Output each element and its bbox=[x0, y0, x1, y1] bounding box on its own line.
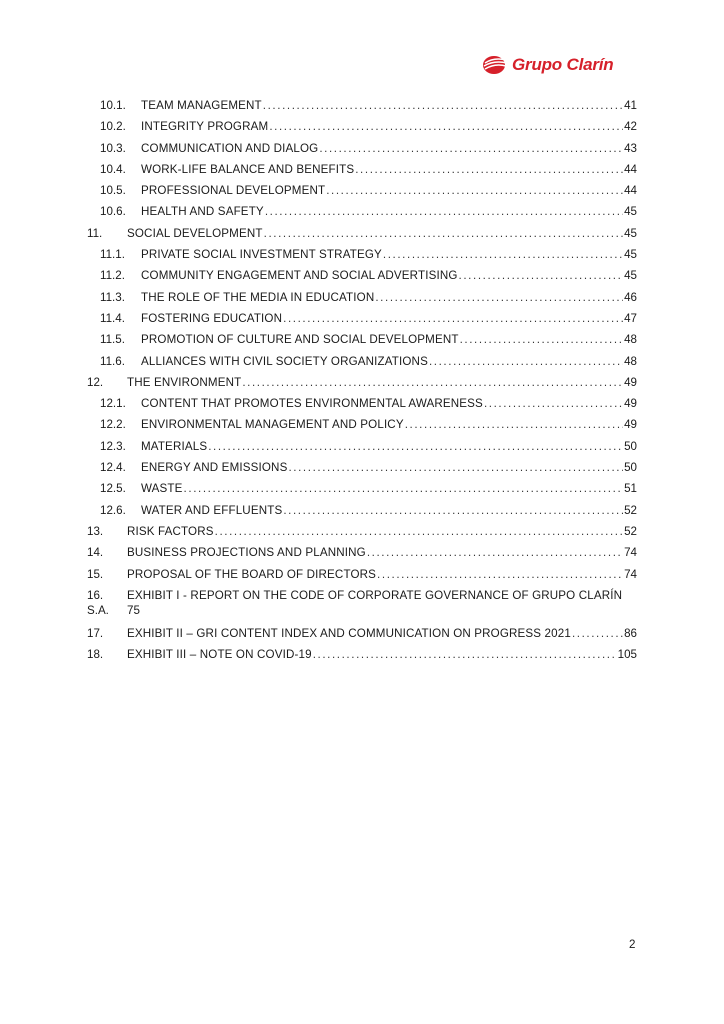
toc-entry-line bbox=[141, 418, 637, 432]
dot-leader bbox=[269, 120, 623, 134]
toc-entry-title: PROPOSAL OF THE BOARD OF DIRECTORS bbox=[127, 567, 377, 581]
dot-leader bbox=[459, 269, 624, 283]
toc-entry-page: 45 bbox=[624, 226, 637, 240]
dot-leader bbox=[208, 440, 623, 454]
dot-leader bbox=[313, 648, 617, 662]
toc-entry-page: 74 bbox=[624, 567, 637, 581]
toc-entry-page: 41 bbox=[624, 99, 637, 112]
dot-leader bbox=[288, 461, 623, 475]
toc-entry-title-continuation: S.A. bbox=[87, 603, 109, 617]
toc-entry-title: EXHIBIT III – NOTE ON COVID-19 bbox=[127, 648, 312, 662]
grupo-clarin-logo bbox=[482, 54, 614, 76]
toc-entry[interactable] bbox=[87, 99, 637, 120]
toc-entry-line bbox=[141, 120, 637, 134]
dot-leader bbox=[319, 142, 623, 156]
toc-entry-number: 11.4. bbox=[100, 311, 125, 325]
toc-entry-line bbox=[127, 568, 637, 582]
toc-entry-line bbox=[141, 142, 637, 156]
toc-entry-page: 45 bbox=[624, 205, 637, 219]
toc-entry-page: 45 bbox=[624, 248, 637, 262]
toc-entry-line bbox=[141, 291, 637, 305]
toc-entry-title: COMMUNITY ENGAGEMENT AND SOCIAL ADVERTISING bbox=[141, 269, 458, 283]
toc-entry-line bbox=[127, 648, 637, 662]
toc-entry-line bbox=[127, 589, 637, 603]
toc-entry-line bbox=[141, 397, 637, 411]
dot-leader bbox=[484, 397, 623, 411]
dot-leader bbox=[383, 248, 623, 262]
dot-leader bbox=[326, 184, 623, 198]
dot-leader bbox=[405, 418, 623, 432]
toc-entry-number: 12.1. bbox=[100, 397, 126, 411]
toc-entry-title: MATERIALS bbox=[141, 439, 208, 453]
toc-entry-title: INTEGRITY PROGRAM bbox=[141, 120, 269, 134]
toc-entry[interactable] bbox=[87, 163, 637, 184]
toc-entry-title: WATER AND EFFLUENTS bbox=[141, 503, 283, 517]
toc-entry-title: ALLIANCES WITH CIVIL SOCIETY ORGANIZATIONS bbox=[141, 354, 428, 368]
toc-entry[interactable] bbox=[87, 333, 637, 354]
toc-entry[interactable] bbox=[87, 269, 637, 290]
toc-entry[interactable] bbox=[87, 589, 637, 627]
toc-entry-title: FOSTERING EDUCATION bbox=[141, 311, 283, 325]
toc-entry-line bbox=[141, 205, 637, 219]
toc-entry[interactable] bbox=[87, 482, 637, 503]
toc-entry-line bbox=[141, 333, 637, 347]
toc-entry[interactable] bbox=[87, 440, 637, 461]
dot-leader bbox=[572, 627, 623, 641]
dot-leader bbox=[355, 163, 623, 177]
toc-entry[interactable] bbox=[87, 648, 637, 669]
toc-entry-page: 45 bbox=[624, 269, 637, 283]
toc-entry-number: 15. bbox=[87, 567, 104, 581]
toc-entry-page: 75 bbox=[127, 603, 140, 617]
toc-entry[interactable] bbox=[87, 205, 637, 226]
toc-entry[interactable] bbox=[87, 418, 637, 439]
toc-entry[interactable] bbox=[87, 568, 637, 589]
toc-entry-page: 49 bbox=[624, 397, 637, 411]
toc-entry-page: 74 bbox=[624, 546, 637, 560]
toc-entry-number: 11. bbox=[87, 226, 103, 240]
toc-entry-page: 48 bbox=[624, 354, 637, 368]
dot-leader bbox=[215, 525, 623, 539]
toc-entry-line bbox=[141, 461, 637, 475]
toc-entry-title: BUSINESS PROJECTIONS AND PLANNING bbox=[127, 546, 366, 560]
toc-entry-page: 48 bbox=[624, 333, 637, 347]
toc-entry-line bbox=[127, 376, 637, 390]
logo-text: Grupo Clarín bbox=[512, 55, 614, 74]
toc-entry-line bbox=[127, 627, 637, 641]
toc-entry[interactable] bbox=[87, 142, 637, 163]
toc-entry[interactable] bbox=[87, 376, 637, 397]
toc-entry-line bbox=[127, 546, 637, 560]
toc-entry-number: 10.3. bbox=[100, 141, 126, 155]
dot-leader bbox=[367, 546, 623, 560]
toc-entry-page: 50 bbox=[624, 439, 637, 453]
toc-entry[interactable] bbox=[87, 627, 637, 648]
toc-entry-title: ENVIRONMENTAL MANAGEMENT AND POLICY bbox=[141, 418, 404, 432]
toc-entry-title: HEALTH AND SAFETY bbox=[141, 205, 264, 219]
dot-leader bbox=[264, 227, 623, 241]
toc-entry-number: 10.4. bbox=[100, 162, 126, 176]
toc-entry-number: 12.5. bbox=[100, 482, 126, 496]
toc-entry-page: 52 bbox=[624, 503, 637, 517]
toc-entry-title: CONTENT THAT PROMOTES ENVIRONMENTAL AWARENESS bbox=[141, 397, 483, 411]
toc-entry-line bbox=[141, 99, 637, 113]
dot-leader bbox=[184, 482, 624, 496]
toc-entry[interactable] bbox=[87, 312, 637, 333]
toc-entry-page: 105 bbox=[617, 648, 637, 662]
dot-leader bbox=[242, 376, 623, 390]
toc-entry-number: 10.5. bbox=[100, 184, 126, 198]
toc-entry-page: 44 bbox=[624, 184, 637, 198]
toc-entry-title: WASTE bbox=[141, 482, 183, 496]
toc-entry-number: 16. bbox=[87, 588, 104, 602]
dot-leader bbox=[429, 355, 623, 369]
toc-entry-page: 42 bbox=[624, 120, 637, 134]
toc-entry[interactable] bbox=[87, 504, 637, 525]
toc-entry-line bbox=[127, 525, 637, 539]
page-number: 2 bbox=[629, 938, 636, 951]
toc-entry-page: 49 bbox=[624, 375, 637, 389]
toc-entry-number: 12. bbox=[87, 375, 104, 389]
toc-entry-title: EXHIBIT II – GRI CONTENT INDEX AND COMMUNICATION ON PROGRESS 2021 bbox=[127, 626, 571, 640]
toc-entry-title: COMMUNICATION AND DIALOG bbox=[141, 141, 319, 155]
toc-entry-page: 43 bbox=[624, 141, 637, 155]
toc-entry-line bbox=[141, 184, 637, 198]
table-of-contents bbox=[87, 99, 637, 669]
toc-entry-title: RISK FACTORS bbox=[127, 524, 214, 538]
toc-entry-line bbox=[141, 248, 637, 262]
toc-entry-line bbox=[141, 440, 637, 454]
toc-entry-title: THE ENVIRONMENT bbox=[127, 375, 242, 389]
toc-entry-number: 12.3. bbox=[100, 439, 126, 453]
toc-entry-title: EXHIBIT I - REPORT ON THE CODE OF CORPORATE GOVERNANCE OF GRUPO CLARÍN bbox=[127, 588, 623, 602]
toc-entry-number: 13. bbox=[87, 524, 104, 538]
toc-entry[interactable] bbox=[87, 355, 637, 376]
toc-entry-line bbox=[141, 504, 637, 518]
toc-entry-number: 10.1. bbox=[100, 99, 126, 112]
toc-entry-line bbox=[127, 227, 637, 241]
toc-entry-title: WORK-LIFE BALANCE AND BENEFITS bbox=[141, 162, 355, 176]
toc-entry-number: 17. bbox=[87, 626, 104, 640]
toc-entry-number: 10.2. bbox=[100, 120, 126, 134]
dot-leader bbox=[265, 205, 623, 219]
toc-entry-number: 11.6. bbox=[100, 354, 125, 368]
toc-entry-title: THE ROLE OF THE MEDIA IN EDUCATION bbox=[141, 290, 375, 304]
toc-entry-number: 11.3. bbox=[100, 290, 125, 304]
toc-entry-number: 18. bbox=[87, 648, 104, 662]
toc-entry-title: PRIVATE SOCIAL INVESTMENT STRATEGY bbox=[141, 248, 382, 262]
toc-entry-page: 47 bbox=[624, 311, 637, 325]
toc-entry-number: 12.2. bbox=[100, 418, 126, 432]
toc-entry-page: 46 bbox=[624, 290, 637, 304]
clarin-logo-icon bbox=[482, 54, 508, 76]
toc-entry[interactable] bbox=[87, 248, 637, 269]
toc-entry[interactable] bbox=[87, 227, 637, 248]
toc-entry-number: 12.6. bbox=[100, 503, 126, 517]
toc-entry-title: ENERGY AND EMISSIONS bbox=[141, 461, 288, 475]
toc-entry-title: TEAM MANAGEMENT bbox=[141, 99, 262, 112]
toc-entry-number: 11.5. bbox=[100, 333, 125, 347]
toc-entry[interactable] bbox=[87, 525, 637, 546]
dot-leader bbox=[263, 99, 623, 113]
toc-entry-line bbox=[141, 312, 637, 326]
toc-entry[interactable] bbox=[87, 546, 637, 567]
toc-entry-line bbox=[141, 482, 637, 496]
toc-entry-line bbox=[141, 355, 637, 369]
toc-entry-number: 10.6. bbox=[100, 205, 126, 219]
toc-entry[interactable] bbox=[87, 461, 637, 482]
toc-entry-page: 51 bbox=[624, 482, 637, 496]
toc-entry-number: 14. bbox=[87, 546, 104, 560]
dot-leader bbox=[283, 504, 623, 518]
toc-entry[interactable] bbox=[87, 397, 637, 418]
dot-leader bbox=[377, 568, 623, 582]
toc-entry-page: 44 bbox=[624, 162, 637, 176]
toc-entry-page: 50 bbox=[624, 461, 637, 475]
toc-entry-title: SOCIAL DEVELOPMENT bbox=[127, 226, 263, 240]
dot-leader bbox=[375, 291, 623, 305]
toc-entry-number: 11.2. bbox=[100, 269, 125, 283]
toc-entry-line bbox=[141, 269, 637, 283]
toc-entry-number: 12.4. bbox=[100, 461, 126, 475]
toc-entry[interactable] bbox=[87, 184, 637, 205]
toc-entry[interactable] bbox=[87, 291, 637, 312]
toc-entry-line bbox=[141, 163, 637, 177]
dot-leader bbox=[283, 312, 623, 326]
toc-entry-page: 86 bbox=[624, 626, 637, 640]
toc-entry-page: 52 bbox=[624, 524, 637, 538]
toc-entry-title: PROFESSIONAL DEVELOPMENT bbox=[141, 184, 326, 198]
toc-entry-page: 49 bbox=[624, 418, 637, 432]
toc-entry-number: 11.1. bbox=[100, 248, 125, 262]
dot-leader bbox=[460, 333, 624, 347]
toc-entry[interactable] bbox=[87, 120, 637, 141]
toc-entry-title: PROMOTION OF CULTURE AND SOCIAL DEVELOPMENT bbox=[141, 333, 459, 347]
